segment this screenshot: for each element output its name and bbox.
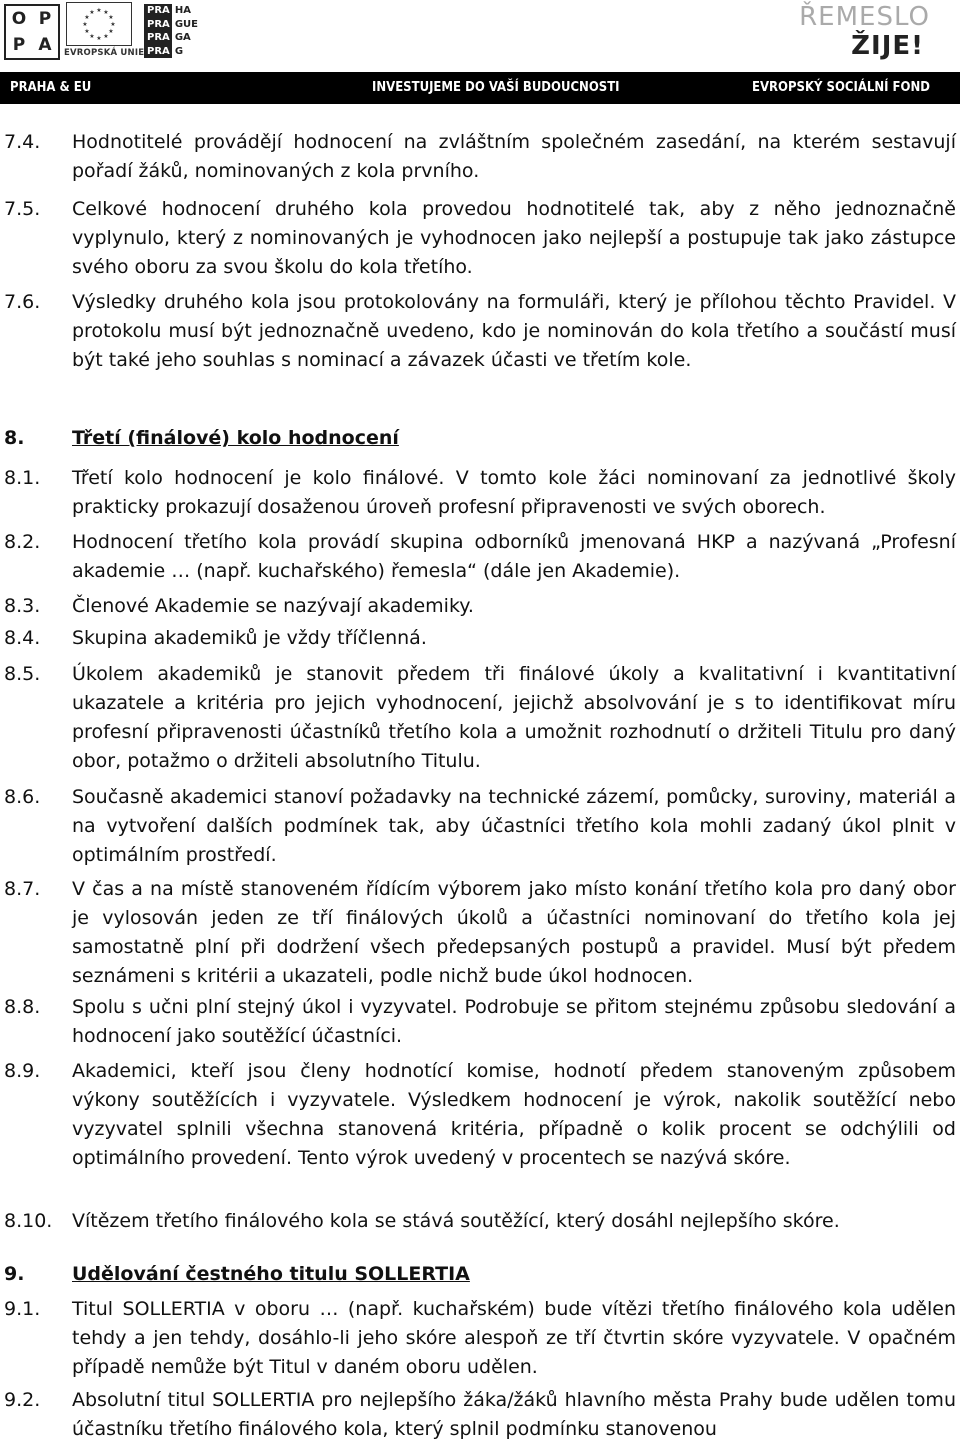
section-title	[72, 424, 956, 453]
opp-logo-letter: P	[38, 9, 52, 29]
paragraph-text: Výsledky druhého kola jsou protokolovány na formuláři, který je přílohou těchto Pravidel. V protokolu musí být jednoznačně uvedeno, kdo je nominován do kola třetího a součástí musí být také jeho souhlas s nominací a závazek účasti ve třetím kole.	[72, 291, 956, 371]
paragraph-number: 8.7.	[4, 878, 41, 900]
paragraph-number: 9.1.	[4, 1298, 41, 1320]
praha-logo	[144, 4, 198, 58]
svg-text:★: ★	[89, 33, 95, 40]
paragraph-number: 8.5.	[4, 663, 41, 685]
opp-logo-letter: O	[11, 9, 27, 29]
praha-logo-cell: PRA	[144, 4, 171, 18]
paragraph-number: 7.5.	[4, 198, 41, 220]
paragraph-number: 7.6.	[4, 291, 41, 313]
paragraph-text: Hodnocení třetího kola provádí skupina odborníků jmenovaná HKP a nazývaná „Profesní akademie … (např. kuchařského) řemesla“ (dále jen Akademie).	[72, 531, 956, 582]
svg-text:★: ★	[84, 28, 90, 35]
svg-text:★: ★	[89, 9, 95, 16]
paragraph-text: Členové Akademie se nazývají akademiky.	[72, 595, 474, 617]
band-right-text: EVROPSKÝ SOCIÁLNÍ FOND	[751, 80, 930, 95]
paragraph-number: 8.1.	[4, 467, 41, 489]
section-title	[72, 1260, 956, 1289]
paragraph-text: Třetí kolo hodnocení je kolo finálové. V tomto kole žáci nominovaní za jednotlivé školy prakticky prokazují dosaženou úroveň profesní připravenosti ve svých oborech.	[72, 467, 956, 518]
svg-text:★: ★	[103, 33, 109, 40]
remeslo-logo-top: ŘEMESLO	[799, 2, 930, 32]
opp-logo-letter: A	[38, 35, 52, 55]
opp-logo-letter: P	[12, 35, 26, 55]
paragraph-text: Hodnotitelé provádějí hodnocení na zvláštním společném zasedání, na kterém sestavují pořadí žáků, nominovaných z kola prvního.	[72, 131, 956, 182]
section-title-text: Udělování čestného titulu SOLLERTIA	[72, 1263, 470, 1285]
svg-text:★: ★	[108, 28, 114, 35]
section-number: 8.	[4, 427, 25, 449]
band-center-text: INVESTUJEME DO VAŠÍ BUDOUCNOSTI	[372, 80, 620, 95]
paragraph-number: 8.2.	[4, 531, 41, 553]
paragraph-number: 8.10.	[4, 1210, 53, 1232]
eu-label: EVROPSKÁ UNIE	[64, 48, 145, 58]
remeslo-zije-logo	[799, 2, 930, 60]
paragraph-text: Úkolem akademiků je stanovit předem tři finálové úkoly a kvalitativní i kvantitativní ukazatele a kritéria pro jejich vyhodnocení, jejichž absolvování je s to identifikovat míru profesní připravenosti účastníků třetího kola a umožnit rozhodnutí o držiteli Titulu pro daný obor, potažmo o držiteli absolutního Titulu.	[72, 663, 956, 772]
paragraph-number: 8.6.	[4, 786, 41, 808]
remeslo-logo-bottom: ŽIJE!	[851, 31, 924, 61]
eu-flag-icon	[66, 2, 132, 46]
paragraph-text: Celkové hodnocení druhého kola provedou hodnotitelé tak, aby z něho jednoznačně vyplynulo, který z nominovaných je vyhodnocen jako nejlepší a postupuje tak jako zástupce svého oboru za svou školu do kola třetího.	[72, 198, 956, 278]
paragraph-text: Akademici, kteří jsou členy hodnotící komise, hodnotí předem stanoveným způsobem výkony soutěžících i vyzyvatele. Výsledkem hodnocení je výrok, nakolik soutěžící nebo vyzyvatel splnili všechna stanovená kritéria, případně o kolik procent se odchýlili od optimálního provedení. Tento výrok uvedený v procentech se nazývá skóre.	[72, 1060, 956, 1169]
section-title-text: Třetí (finálové) kolo hodnocení	[72, 427, 399, 449]
svg-text:★: ★	[96, 7, 102, 14]
paragraph-text: Titul SOLLERTIA v oboru … (např. kuchařském) bude vítězi třetího finálového kola udělen tehdy a jen tehdy, dosáhlo-li jeho skóre alespoň ze tří čtvrtin skóre vyzyvatele. V opačném případě nemůže být Titul v daném oboru udělen.	[72, 1298, 956, 1378]
praha-logo-cell: PRA	[144, 45, 171, 59]
svg-text:★: ★	[108, 14, 114, 21]
opp-logo	[4, 4, 60, 60]
svg-text:★: ★	[96, 35, 102, 42]
paragraph-text: Skupina akademiků je vždy tříčlenná.	[72, 627, 427, 649]
paragraph-number: 8.3.	[4, 595, 41, 617]
eu-logo	[64, 2, 145, 62]
paragraph-number: 8.8.	[4, 996, 41, 1018]
paragraph-text: Vítězem třetího finálového kola se stává soutěžící, který dosáhl nejlepšího skóre.	[72, 1210, 840, 1232]
svg-text:★: ★	[110, 21, 116, 28]
praha-logo-cell: PRA	[144, 31, 171, 45]
band-left-text: PRAHA & EU	[10, 80, 92, 95]
header-band	[0, 72, 960, 104]
page-header	[0, 0, 960, 72]
svg-text:★: ★	[82, 21, 88, 28]
paragraph-number: 7.4.	[4, 131, 41, 153]
praha-logo-cell: PRA	[144, 18, 171, 32]
praha-logo-cell: GA	[171, 31, 198, 45]
paragraph-text: Spolu s učni plní stejný úkol i vyzyvatel. Podrobuje se přitom stejnému způsobu sledování a hodnocení jako soutěžící účastníci.	[72, 996, 956, 1047]
paragraph-number: 8.4.	[4, 627, 41, 649]
svg-text:★: ★	[103, 9, 109, 16]
paragraph-text: V čas a na místě stanoveném řídícím výborem jako místo konání třetího kola pro daný obor je vylosován jeden ze tří finálových úkolů a účastníci nominovaní do třetího kola jej samostatně plní při dodržení všech předepsaných postupů a pravidel. Musí být předem seznámeni s kritérii a ukazateli, podle nichž bude úkol hodnocen.	[72, 878, 956, 987]
paragraph-number: 9.2.	[4, 1389, 41, 1411]
praha-logo-cell: HA	[171, 4, 198, 18]
paragraph-text: Současně akademici stanoví požadavky na technické zázemí, pomůcky, suroviny, materiál a na vytvoření dalších podmínek tak, aby účastníci třetího kola mohli zadaný úkol plnit v optimálním prostředí.	[72, 786, 956, 866]
praha-logo-cell: G	[171, 45, 198, 59]
section-number: 9.	[4, 1263, 25, 1285]
svg-text:★: ★	[84, 14, 90, 21]
paragraph-number: 8.9.	[4, 1060, 41, 1082]
praha-logo-cell: GUE	[171, 18, 198, 32]
paragraph-text: Absolutní titul SOLLERTIA pro nejlepšího žáka/žáků hlavního města Prahy bude udělen tomu účastníku třetího finálového kola, který splnil podmínku stanovenou	[72, 1389, 956, 1440]
